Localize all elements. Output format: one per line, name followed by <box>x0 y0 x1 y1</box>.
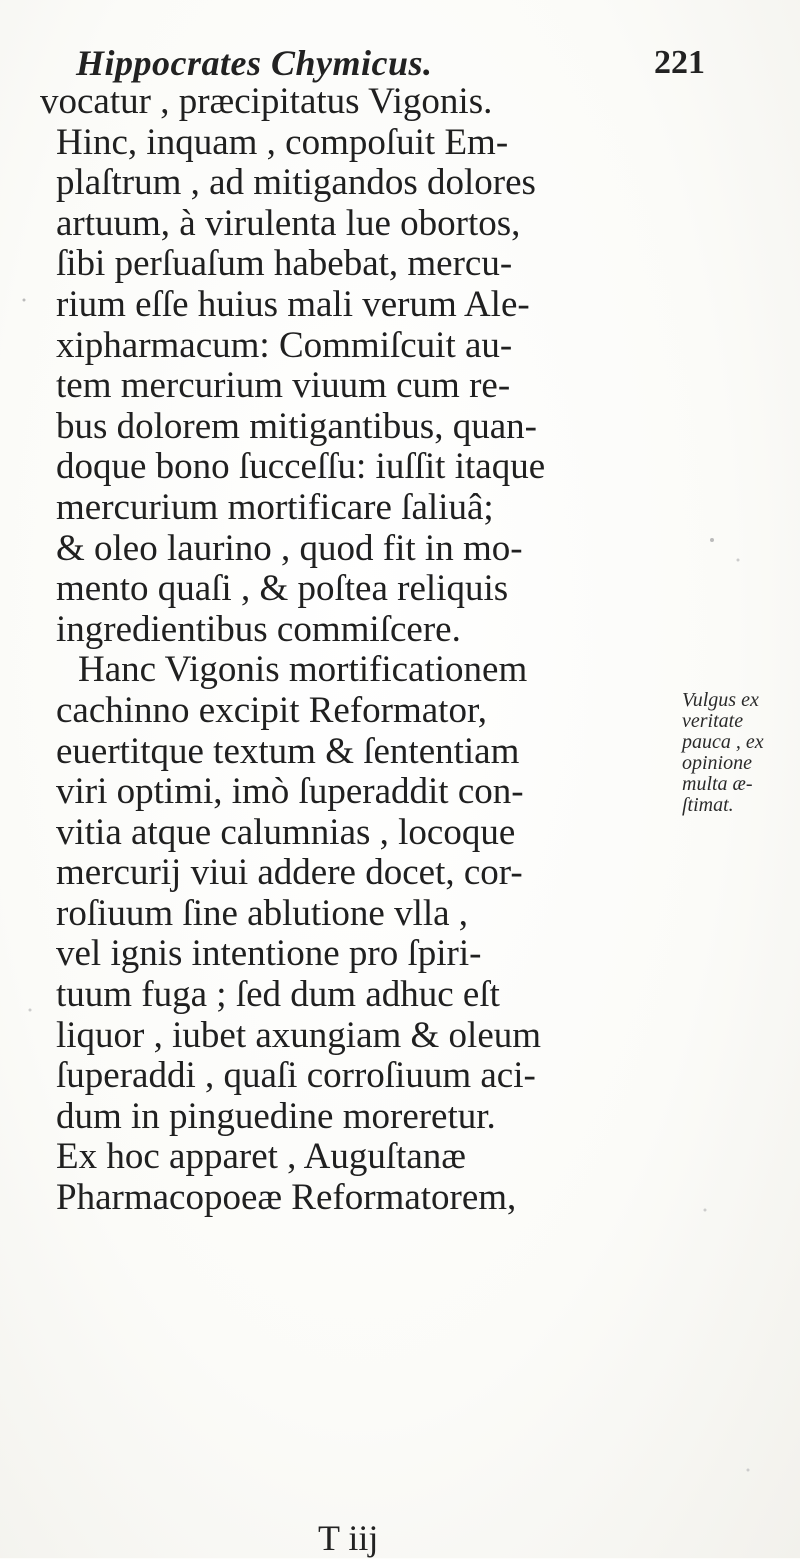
text-line: artuum, à virulenta lue obortos, <box>56 202 521 244</box>
text-line: liquor , iubet axungiam & oleum <box>56 1014 542 1056</box>
body-text <box>38 82 678 1219</box>
text-line: tem mercurium viuum cum re- <box>56 365 511 407</box>
text-line: Hinc, inquam , compoſuit Em- <box>56 121 509 163</box>
text-line: ſuperaddi , quaſi corroſiuum aci- <box>56 1055 536 1097</box>
text-line: Pharmacopoeæ Reformatorem, <box>56 1177 517 1219</box>
text-line: plaſtrum , ad mitigandos dolores <box>56 162 536 204</box>
running-title: Hippocrates Chymicus. <box>76 43 433 83</box>
text-line: ingredientibus commiſcere. <box>56 608 461 650</box>
text-line: vel ignis intentione pro ſpiri- <box>56 933 482 975</box>
text-line: bus dolorem mitigantibus, quan- <box>56 405 537 447</box>
text-line: euertitque textum & ſententiam <box>56 730 520 772</box>
margin-note-line: ſtimat. <box>682 794 734 816</box>
margin-note-line: multa æ- <box>682 773 753 795</box>
page-number: 221 <box>654 44 705 81</box>
text-line: dum in pinguedine moreretur. <box>56 1095 496 1137</box>
text-line: roſiuum ſine ablutione vlla , <box>56 892 469 934</box>
text-line: mercurij viui addere docet, cor- <box>56 852 523 894</box>
text-line: ſibi perſuaſum habebat, mercu- <box>56 243 513 285</box>
margin-note <box>682 690 794 816</box>
text-line: vitia atque calumnias , locoque <box>56 811 516 853</box>
text-line: & oleo laurino , quod fit in mo- <box>56 527 523 569</box>
text-line: viri optimi, imò ſuperaddit con- <box>56 771 524 813</box>
margin-note-line: veritate <box>682 710 744 732</box>
text-line: rium eſſe huius mali verum Ale- <box>56 283 530 325</box>
text-line: vocatur , præcipitatus Vigonis. <box>40 81 493 122</box>
text-line: tuum fuga ; ſed dum adhuc eſt <box>56 974 500 1016</box>
text-line: xipharmacum: Commiſcuit au- <box>56 324 513 366</box>
text-line: Ex hoc apparet , Auguſtanæ <box>56 1136 466 1178</box>
text-line: Hanc Vigonis mortificationem <box>78 649 528 691</box>
margin-note-line: opinione <box>682 752 752 774</box>
margin-note-line: Vulgus ex <box>682 689 759 711</box>
margin-note-line: pauca , ex <box>682 731 764 753</box>
text-line: doque bono ſucceſſu: iuſſit itaque <box>56 446 546 488</box>
signature-mark: T iij <box>318 1518 379 1558</box>
text-line: mento quaſi , & poſtea reliquis <box>56 568 509 610</box>
text-line: cachinno excipit Reformator, <box>56 689 488 731</box>
text-line: mercurium mortificare ſaliuâ; <box>56 486 494 528</box>
